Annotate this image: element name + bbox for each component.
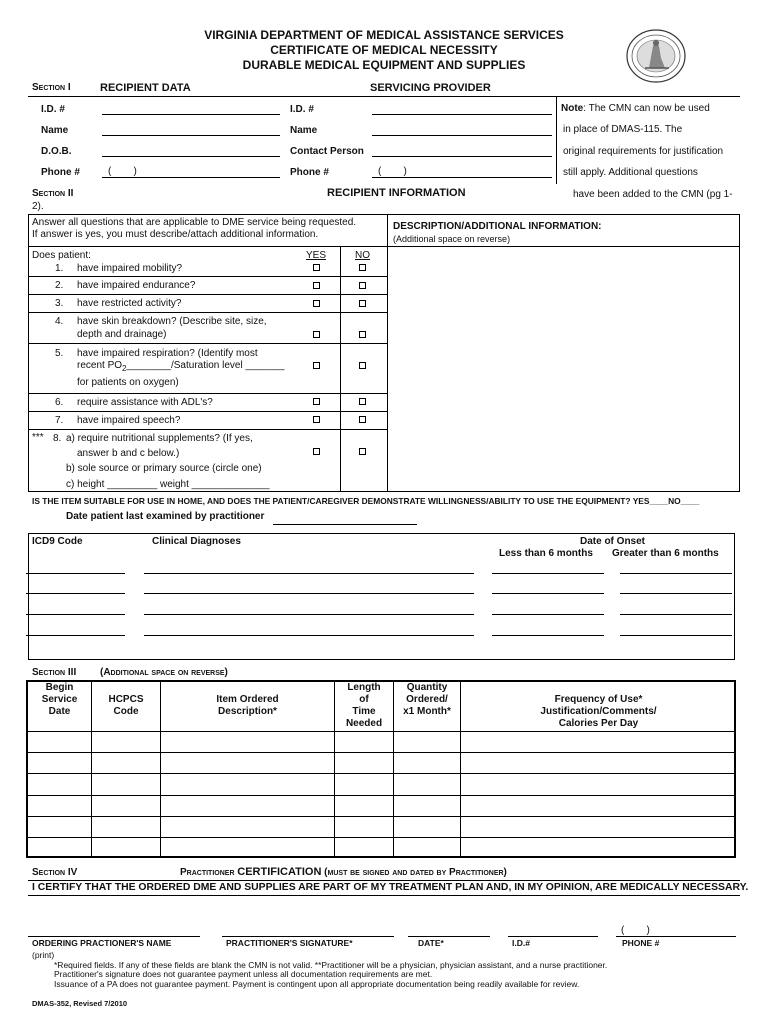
provider-phone-label: Phone # — [290, 167, 329, 178]
section-2-num: II — [67, 188, 74, 199]
onset-greater-field-2[interactable] — [620, 593, 732, 594]
question-1-text: have impaired mobility? — [77, 263, 183, 274]
question-7-no-checkbox[interactable] — [359, 416, 366, 423]
provider-phone-field[interactable] — [372, 177, 552, 178]
question-6-num: 6. — [55, 397, 64, 408]
height-field[interactable]: _________ — [107, 479, 158, 490]
section-4-label — [32, 867, 77, 878]
question-8-stars: *** — [32, 432, 44, 443]
question-7-num: 7. — [55, 415, 64, 426]
question-6-no-checkbox[interactable] — [359, 398, 366, 405]
question-5-sat: ________/Saturation level _______ — [126, 360, 285, 371]
virginia-seal-icon — [625, 28, 687, 84]
col-item-ordered — [161, 694, 334, 718]
phone-label: PHONE # — [622, 938, 660, 948]
description-subtitle: (Additional space on reverse) — [393, 234, 511, 244]
question-4-num: 4. — [55, 316, 64, 327]
section-4-title-a: Practitioner — [180, 867, 238, 878]
question-8-text-2: answer b and c below.) — [77, 448, 180, 459]
no-header: NO — [355, 250, 370, 261]
col-length-l4: Needed — [345, 718, 383, 729]
section-1-num: I — [67, 82, 71, 93]
section-1-word: Section — [32, 82, 66, 93]
col-length-l3: Time — [352, 706, 376, 717]
provider-name-field[interactable] — [372, 135, 552, 136]
section-4-num: IV — [67, 867, 78, 878]
question-5-po-sub: 2 — [122, 364, 127, 373]
onset-less-field-2[interactable] — [492, 593, 604, 594]
col-item-l1: Item Ordered — [216, 694, 279, 705]
question-7-yes-checkbox[interactable] — [313, 416, 320, 423]
practitioner-name-label: ORDERING PRACTIONER'S NAME — [32, 938, 172, 948]
col-quantity-l3: x1 Month* — [403, 706, 451, 717]
question-7-text: have impaired speech? — [77, 415, 181, 426]
onset-less-field-3[interactable] — [492, 614, 604, 615]
description-title: DESCRIPTION/ADDITIONAL INFORMATION: — [393, 221, 602, 232]
section-3-num: III — [67, 667, 77, 678]
question-6-text: require assistance with ADL's? — [77, 397, 213, 408]
note-text-1: : The CMN can now be used — [583, 103, 710, 114]
contact-person-label: Contact Person — [290, 146, 364, 157]
question-8-text-3: b) sole source or primary source (circle one) — [66, 463, 262, 474]
clinical-diagnoses-header: Clinical Diagnoses — [152, 536, 241, 547]
form-header — [150, 28, 618, 73]
col-length-l2: of — [359, 694, 369, 705]
does-patient-label: Does patient: — [32, 250, 91, 261]
question-2-yes-checkbox[interactable] — [313, 282, 320, 289]
home-suitability-question: IS THE ITEM SUITABLE FOR USE IN HOME, AND DOES THE PATIENT/CAREGIVER DEMONSTRATE WILLINGNESS/ABILITY TO USE THE EQUIPMENT? YES____NO____ — [32, 496, 700, 506]
signature-date-field[interactable] — [408, 936, 490, 937]
col-hcpcs-code — [92, 694, 160, 718]
note-line-5: have been added to the CMN (pg 1- — [573, 189, 733, 200]
less-than-6-header: Less than 6 months — [499, 548, 593, 559]
recipient-data-title: RECIPIENT DATA — [100, 82, 191, 94]
col-hcpcs-l1: HCPCS — [108, 694, 144, 705]
instruction-line-1: Answer all questions that are applicable to DME service being requested. — [32, 217, 357, 228]
section-4-title-c: (must be signed and dated by Practitioner) — [321, 867, 507, 878]
form-id: DMAS-352, Revised 7/2010 — [32, 999, 128, 1008]
recipient-phone-label: Phone # — [41, 167, 80, 178]
date-examined-field[interactable] — [273, 524, 417, 525]
section-3-subtitle: (Additional space on reverse) — [100, 667, 228, 678]
question-5-text-3: for patients on oxygen) — [77, 377, 179, 388]
greater-than-6-header: Greater than 6 months — [612, 548, 719, 559]
col-quantity — [394, 682, 460, 718]
header-line-2: CERTIFICATE OF MEDICAL NECESSITY — [270, 43, 498, 57]
note-line-3: original requirements for justification — [563, 146, 724, 157]
icd9-header: ICD9 Code — [32, 536, 83, 547]
question-1-yes-checkbox[interactable] — [313, 264, 320, 271]
note-label: Note — [561, 103, 584, 114]
section-3-label — [32, 667, 76, 678]
question-4-yes-checkbox[interactable] — [313, 331, 320, 338]
weight-field[interactable]: ______________ — [191, 479, 270, 490]
question-4-text-2: depth and drainage) — [77, 329, 167, 340]
weight-label: weight — [157, 479, 192, 490]
question-1-num: 1. — [55, 263, 64, 274]
question-3-no-checkbox[interactable] — [359, 300, 366, 307]
instruction-line-2: If answer is yes, you must describe/attach additional information. — [32, 229, 319, 240]
note-line-6: 2). — [32, 201, 44, 212]
diagnosis-field-2[interactable] — [144, 593, 474, 594]
col-frequency-l3: Calories Per Day — [558, 718, 639, 729]
col-quantity-l2: Ordered/ — [406, 694, 448, 705]
onset-less-field-1[interactable] — [492, 573, 604, 574]
description-area[interactable] — [392, 252, 735, 488]
onset-greater-field-1[interactable] — [620, 573, 732, 574]
col-item-l2: Description* — [218, 706, 277, 717]
recipient-phone-field[interactable] — [102, 177, 280, 178]
question-5-text-2 — [77, 360, 284, 373]
question-5-no-checkbox[interactable] — [359, 362, 366, 369]
header-line-3: DURABLE MEDICAL EQUIPMENT AND SUPPLIES — [242, 58, 526, 72]
col-begin-l3: Date — [48, 706, 71, 717]
practitioner-signature-field[interactable] — [222, 936, 394, 937]
recipient-information-title: RECIPIENT INFORMATION — [327, 187, 466, 199]
col-frequency — [461, 694, 736, 730]
section-4-title — [180, 866, 507, 878]
question-5-yes-checkbox[interactable] — [313, 362, 320, 369]
icd9-field-4[interactable] — [26, 635, 125, 636]
recipient-id-label: I.D. # — [41, 104, 65, 115]
servicing-provider-title: SERVICING PROVIDER — [370, 82, 491, 94]
question-5-text: have impaired respiration? (Identify most — [77, 348, 258, 359]
provider-id-field[interactable] — [372, 114, 552, 115]
date-label: DATE* — [418, 938, 444, 948]
note-line-2: in place of DMAS-115. The — [563, 124, 683, 135]
col-hcpcs-l2: Code — [113, 706, 139, 717]
col-begin-l2: Service — [41, 694, 78, 705]
recipient-name-label: Name — [41, 125, 69, 136]
practitioner-phone-field[interactable] — [616, 936, 736, 937]
icd9-field-1[interactable] — [26, 573, 125, 574]
question-5-po: recent PO — [77, 360, 123, 371]
question-8-yes-checkbox[interactable] — [313, 448, 320, 455]
section-2-word: Section — [32, 188, 66, 199]
height-label: c) height — [66, 479, 108, 490]
footnote-1: *Required fields. If any of these fields are blank the CMN is not valid. **Practitioner will be a physician, physician assistant, and a nurse practitioner. — [54, 960, 608, 970]
icd9-field-2[interactable] — [26, 593, 125, 594]
question-2-num: 2. — [55, 280, 64, 291]
question-2-no-checkbox[interactable] — [359, 282, 366, 289]
date-of-onset-header: Date of Onset — [580, 536, 646, 547]
icd9-field-3[interactable] — [26, 614, 125, 615]
col-quantity-l1: Quantity — [406, 682, 448, 693]
practitioner-signature-label: PRACTITIONER'S SIGNATURE* — [226, 938, 353, 948]
provider-name-label: Name — [290, 125, 318, 136]
note-line-1 — [561, 103, 710, 114]
recipient-dob-field[interactable] — [102, 156, 280, 157]
onset-greater-field-4[interactable] — [620, 635, 732, 636]
col-length-l1: Length — [347, 682, 381, 693]
question-3-yes-checkbox[interactable] — [313, 300, 320, 307]
section-4-word: Section — [32, 867, 66, 878]
practitioner-id-field[interactable] — [508, 936, 598, 937]
col-begin-service-date — [28, 682, 91, 718]
recipient-dob-label: D.O.B. — [41, 146, 72, 157]
question-6-yes-checkbox[interactable] — [313, 398, 320, 405]
header-line-1: VIRGINIA DEPARTMENT OF MEDICAL ASSISTANCE SERVICES — [204, 28, 564, 42]
id-label: I.D.# — [512, 938, 530, 948]
question-4-text: have skin breakdown? (Describe site, size, — [77, 316, 267, 327]
section-3-word: Section — [32, 667, 66, 678]
onset-greater-field-3[interactable] — [620, 614, 732, 615]
section-2-label — [32, 188, 73, 199]
diagnosis-field-3[interactable] — [144, 614, 474, 615]
question-8-text-4 — [66, 479, 270, 490]
diagnosis-field-4[interactable] — [144, 635, 474, 636]
recipient-name-field[interactable] — [102, 135, 280, 136]
footnote-3: Issuance of a PA does not guarantee payment. Payment is contingent upon all appropriate documentation being readily available for review. — [54, 979, 580, 989]
footnote-2: Practitioner's signature does not guarantee payment unless all documentation requirements are met. — [54, 969, 433, 979]
recipient-id-field[interactable] — [102, 114, 280, 115]
question-8-num: 8. — [53, 433, 62, 444]
certification-statement: I CERTIFY THAT THE ORDERED DME AND SUPPLIES ARE PART OF MY TREATMENT PLAN AND, IN MY OPINION, ARE MEDICALLY NECESSARY. — [32, 882, 749, 893]
print-note: (print) — [32, 950, 55, 960]
col-frequency-l2: Justification/Comments/ — [540, 706, 657, 717]
question-1-no-checkbox[interactable] — [359, 264, 366, 271]
col-begin-l1: Begin — [45, 682, 74, 693]
date-examined-label: Date patient last examined by practitioner — [66, 511, 265, 522]
recipient-phone-parens: ( ) — [108, 166, 137, 177]
yes-header: YES — [306, 250, 327, 261]
question-3-num: 3. — [55, 298, 64, 309]
question-3-text: have restricted activity? — [77, 298, 182, 309]
col-frequency-l1: Frequency of Use* — [554, 694, 643, 705]
practitioner-phone-parens: ( ) — [621, 925, 650, 936]
onset-less-field-4[interactable] — [492, 635, 604, 636]
question-4-no-checkbox[interactable] — [359, 331, 366, 338]
contact-person-field[interactable] — [372, 156, 552, 157]
question-5-num: 5. — [55, 348, 64, 359]
section-4-title-b: CERTIFICATION — [237, 866, 322, 878]
provider-id-label: I.D. # — [290, 104, 314, 115]
diagnosis-field-1[interactable] — [144, 573, 474, 574]
note-line-4: still apply. Additional questions — [563, 167, 698, 178]
col-length-of-time — [335, 682, 393, 730]
section-1-label — [32, 82, 71, 93]
provider-phone-parens: ( ) — [378, 166, 407, 177]
question-2-text: have impaired endurance? — [77, 280, 196, 291]
question-8-text: a) require nutritional supplements? (If yes, — [66, 433, 253, 444]
practitioner-name-field[interactable] — [28, 936, 200, 937]
question-8-no-checkbox[interactable] — [359, 448, 366, 455]
